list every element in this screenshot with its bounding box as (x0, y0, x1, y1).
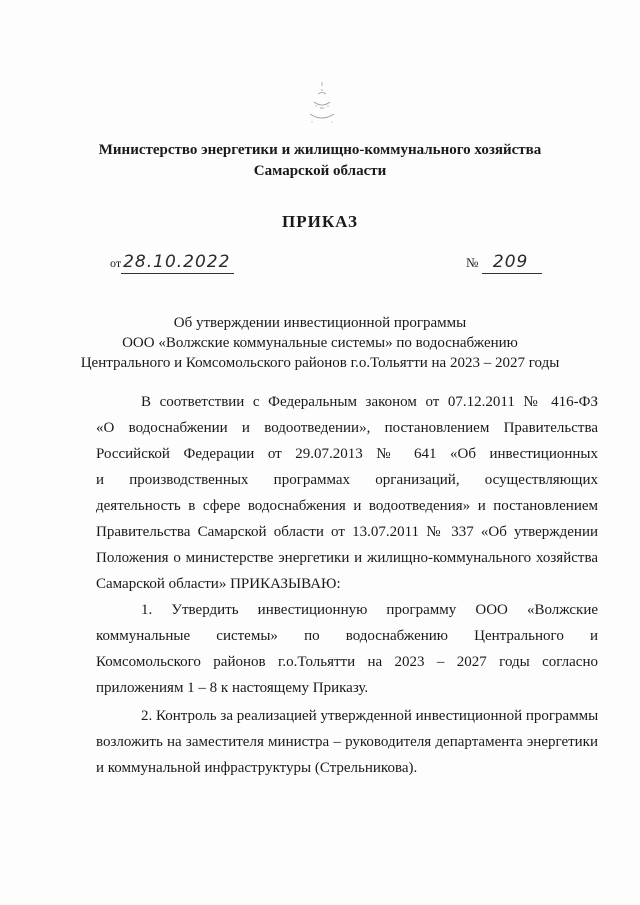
body-line: и производственных программах организаций, осуществляющих (96, 472, 598, 488)
handwritten-date: 28.10.2022 (121, 252, 234, 274)
body-line: В соответствии с Федеральным законом от 07.12.2011 № 416-ФЗ (141, 394, 598, 410)
body-line: Положения о министерстве энергетики и жилищно-коммунального хозяйства (96, 550, 598, 566)
body-line: возложить на заместителя министра – руководителя департамента энергетики (96, 734, 598, 750)
body-line: 1. Утвердить инвестиционную программу ООО «Волжские (141, 602, 598, 618)
handwritten-number: 209 (482, 252, 542, 274)
body-line: коммунальные системы» по водоснабжению Центрального и (96, 628, 598, 644)
body-line: приложениям 1 – 8 к настоящему Приказу. (96, 680, 369, 696)
body-line: деятельность в сфере водоснабжения и водоотведения» и постановлением (96, 498, 598, 514)
coat-of-arms-emblem (300, 78, 344, 128)
order-title: ПРИКАЗ (282, 212, 358, 231)
body-line: и коммунальной инфраструктуры (Стрельникова). (96, 760, 418, 776)
number-prefix: № (466, 255, 479, 270)
body-line: Правительства Самарской области от 13.07.2011 № 337 «Об утверждении (96, 524, 598, 540)
ministry-name-line-2: Самарской области (253, 163, 387, 179)
subject-line-2: ООО «Волжские коммунальные системы» по водоснабжению (122, 335, 518, 351)
body-line: Российской Федерации от 29.07.2013 № 641 «Об инвестиционных (96, 446, 598, 462)
order-number (466, 252, 542, 274)
order-date (110, 252, 234, 274)
body-line: 2. Контроль за реализацией утвержденной инвестиционной программы (141, 708, 599, 724)
body-line: Комсомольского районов г.о.Тольятти на 2023 – 2027 годы согласно (96, 654, 598, 670)
body-line: Самарской области» ПРИКАЗЫВАЮ: (96, 576, 341, 592)
subject-line-3: Центрального и Комсомольского районов г.о.Тольятти на 2023 – 2027 годы (80, 355, 560, 371)
subject-line-1: Об утверждении инвестиционной программы (173, 315, 467, 331)
body-line: «О водоснабжении и водоотведении», постановлением Правительства (96, 420, 598, 436)
ministry-name-line-1: Министерство энергетики и жилищно-коммунального хозяйства (98, 142, 542, 158)
date-prefix: от (110, 256, 122, 270)
